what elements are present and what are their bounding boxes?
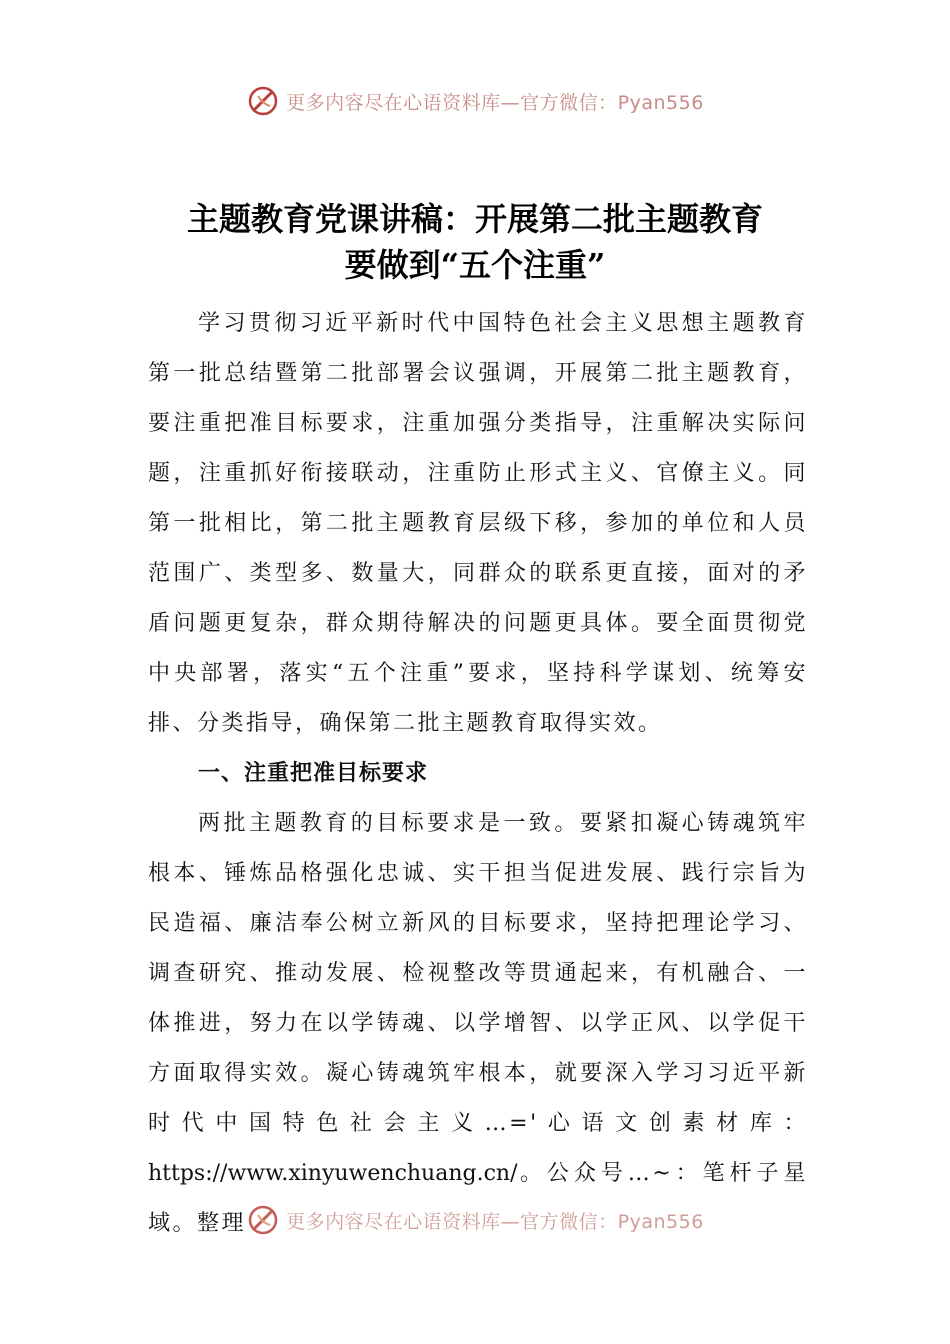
watermark-text: 更多内容尽在心语资料库—官方微信：Pyan556	[286, 91, 704, 114]
pen-seal-icon	[246, 1203, 280, 1237]
section-1-paragraph	[148, 799, 808, 1249]
document-body	[148, 299, 808, 1249]
section-1-text: 两批主题教育的目标要求是一致。要紧扣凝心铸魂筑牢根本、锤炼品格强化忠诚、实干担当促进发展、践行宗旨为民造福、廉洁奉公树立新风的目标要求，坚持把理论学习、调查研究、推动发展、检视整改等贯通起来，有机融合、一体推进，努力在以学铸魂、以学增智、以学正风、以学促干方面取得实效。凝心铸魂筑牢根本，就要深入学习习近平新时代中国特色社会主义…='心语文创素材库：	[148, 811, 808, 1136]
watermark-text-footer: 更多内容尽在心语资料库—官方微信：Pyan556	[286, 1210, 704, 1233]
document-title	[140, 196, 810, 288]
intro-paragraph: 学习贯彻习近平新时代中国特色社会主义思想主题教育第一批总结暨第二批部署会议强调，开展第二批主题教育，要注重把准目标要求，注重加强分类指导，注重解决实际问题，注重抓好衔接联动，注重防止形式主义、官僚主义。同第一批相比，第二批主题教育层级下移，参加的单位和人员范围广、类型多、数量大，同群众的联系更直接，面对的矛盾问题更复杂，群众期待解决的问题更具体。要全面贯彻党中央部署，落实“五个注重”要求，坚持科学谋划、统筹安排、分类指导，确保第二批主题教育取得实效。	[148, 311, 808, 736]
section-1-tail: 。公众号…~：笔杆子星域。整理	[148, 1161, 808, 1236]
title-line-2: 要做到“五个注重”	[344, 246, 606, 284]
pen-seal-icon	[246, 84, 280, 118]
section-heading-1: 一、注重把准目标要求	[198, 761, 429, 786]
title-line-1: 主题教育党课讲稿：开展第二批主题教育	[186, 200, 763, 238]
watermark-footer	[0, 1203, 950, 1237]
source-url-link[interactable]: https://www.xinyuwenchuang.cn/	[148, 1161, 518, 1186]
watermark-header	[0, 84, 950, 118]
